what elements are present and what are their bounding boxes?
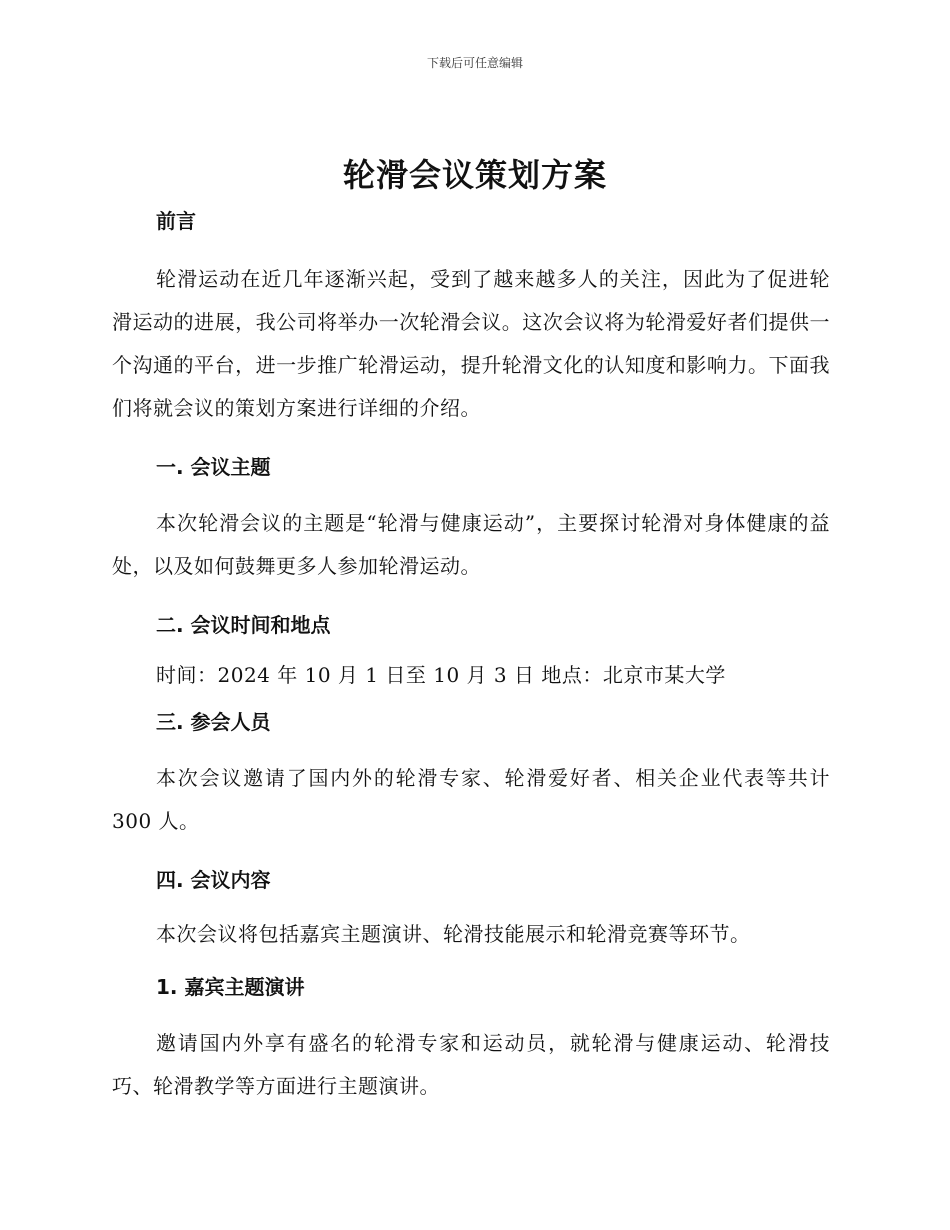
document-title: 轮滑会议策划方案	[342, 156, 607, 194]
section-time-place-paragraph: 时间：2024 年 10 月 1 日至 10 月 3 日 地点：北京市某大学	[156, 663, 726, 687]
section-theme-heading: 一. 会议主题	[156, 455, 271, 479]
section-theme-paragraph: 本次轮滑会议的主题是“轮滑与健康运动”，主要探讨轮滑对身体健康的益处，以及如何鼓舞更多人参加轮滑运动。	[112, 511, 830, 578]
section-content-heading: 四. 会议内容	[156, 868, 271, 892]
subsection-keynote-heading: 1. 嘉宾主题演讲	[156, 975, 305, 999]
preface-heading: 前言	[156, 209, 196, 233]
header-note: 下载后可任意编辑	[426, 56, 523, 70]
section-attendees-heading: 三. 参会人员	[156, 710, 271, 734]
subsection-keynote-paragraph: 邀请国内外享有盛名的轮滑专家和运动员，就轮滑与健康运动、轮滑技巧、轮滑教学等方面进行主题演讲。	[112, 1031, 830, 1098]
section-attendees-paragraph: 本次会议邀请了国内外的轮滑专家、轮滑爱好者、相关企业代表等共计 300 人。	[112, 766, 830, 833]
document-body	[112, 200, 830, 1108]
section-time-place-heading: 二. 会议时间和地点	[156, 613, 331, 637]
preface-paragraph: 轮滑运动在近几年逐渐兴起，受到了越来越多人的关注，因此为了促进轮滑运动的进展，我公司将举办一次轮滑会议。这次会议将为轮滑爱好者们提供一个沟通的平台，进一步推广轮滑运动，提升轮滑文化的认知度和影响力。下面我们将就会议的策划方案进行详细的介绍。	[112, 267, 830, 420]
section-content-paragraph: 本次会议将包括嘉宾主题演讲、轮滑技能展示和轮滑竞赛等环节。	[156, 922, 751, 946]
